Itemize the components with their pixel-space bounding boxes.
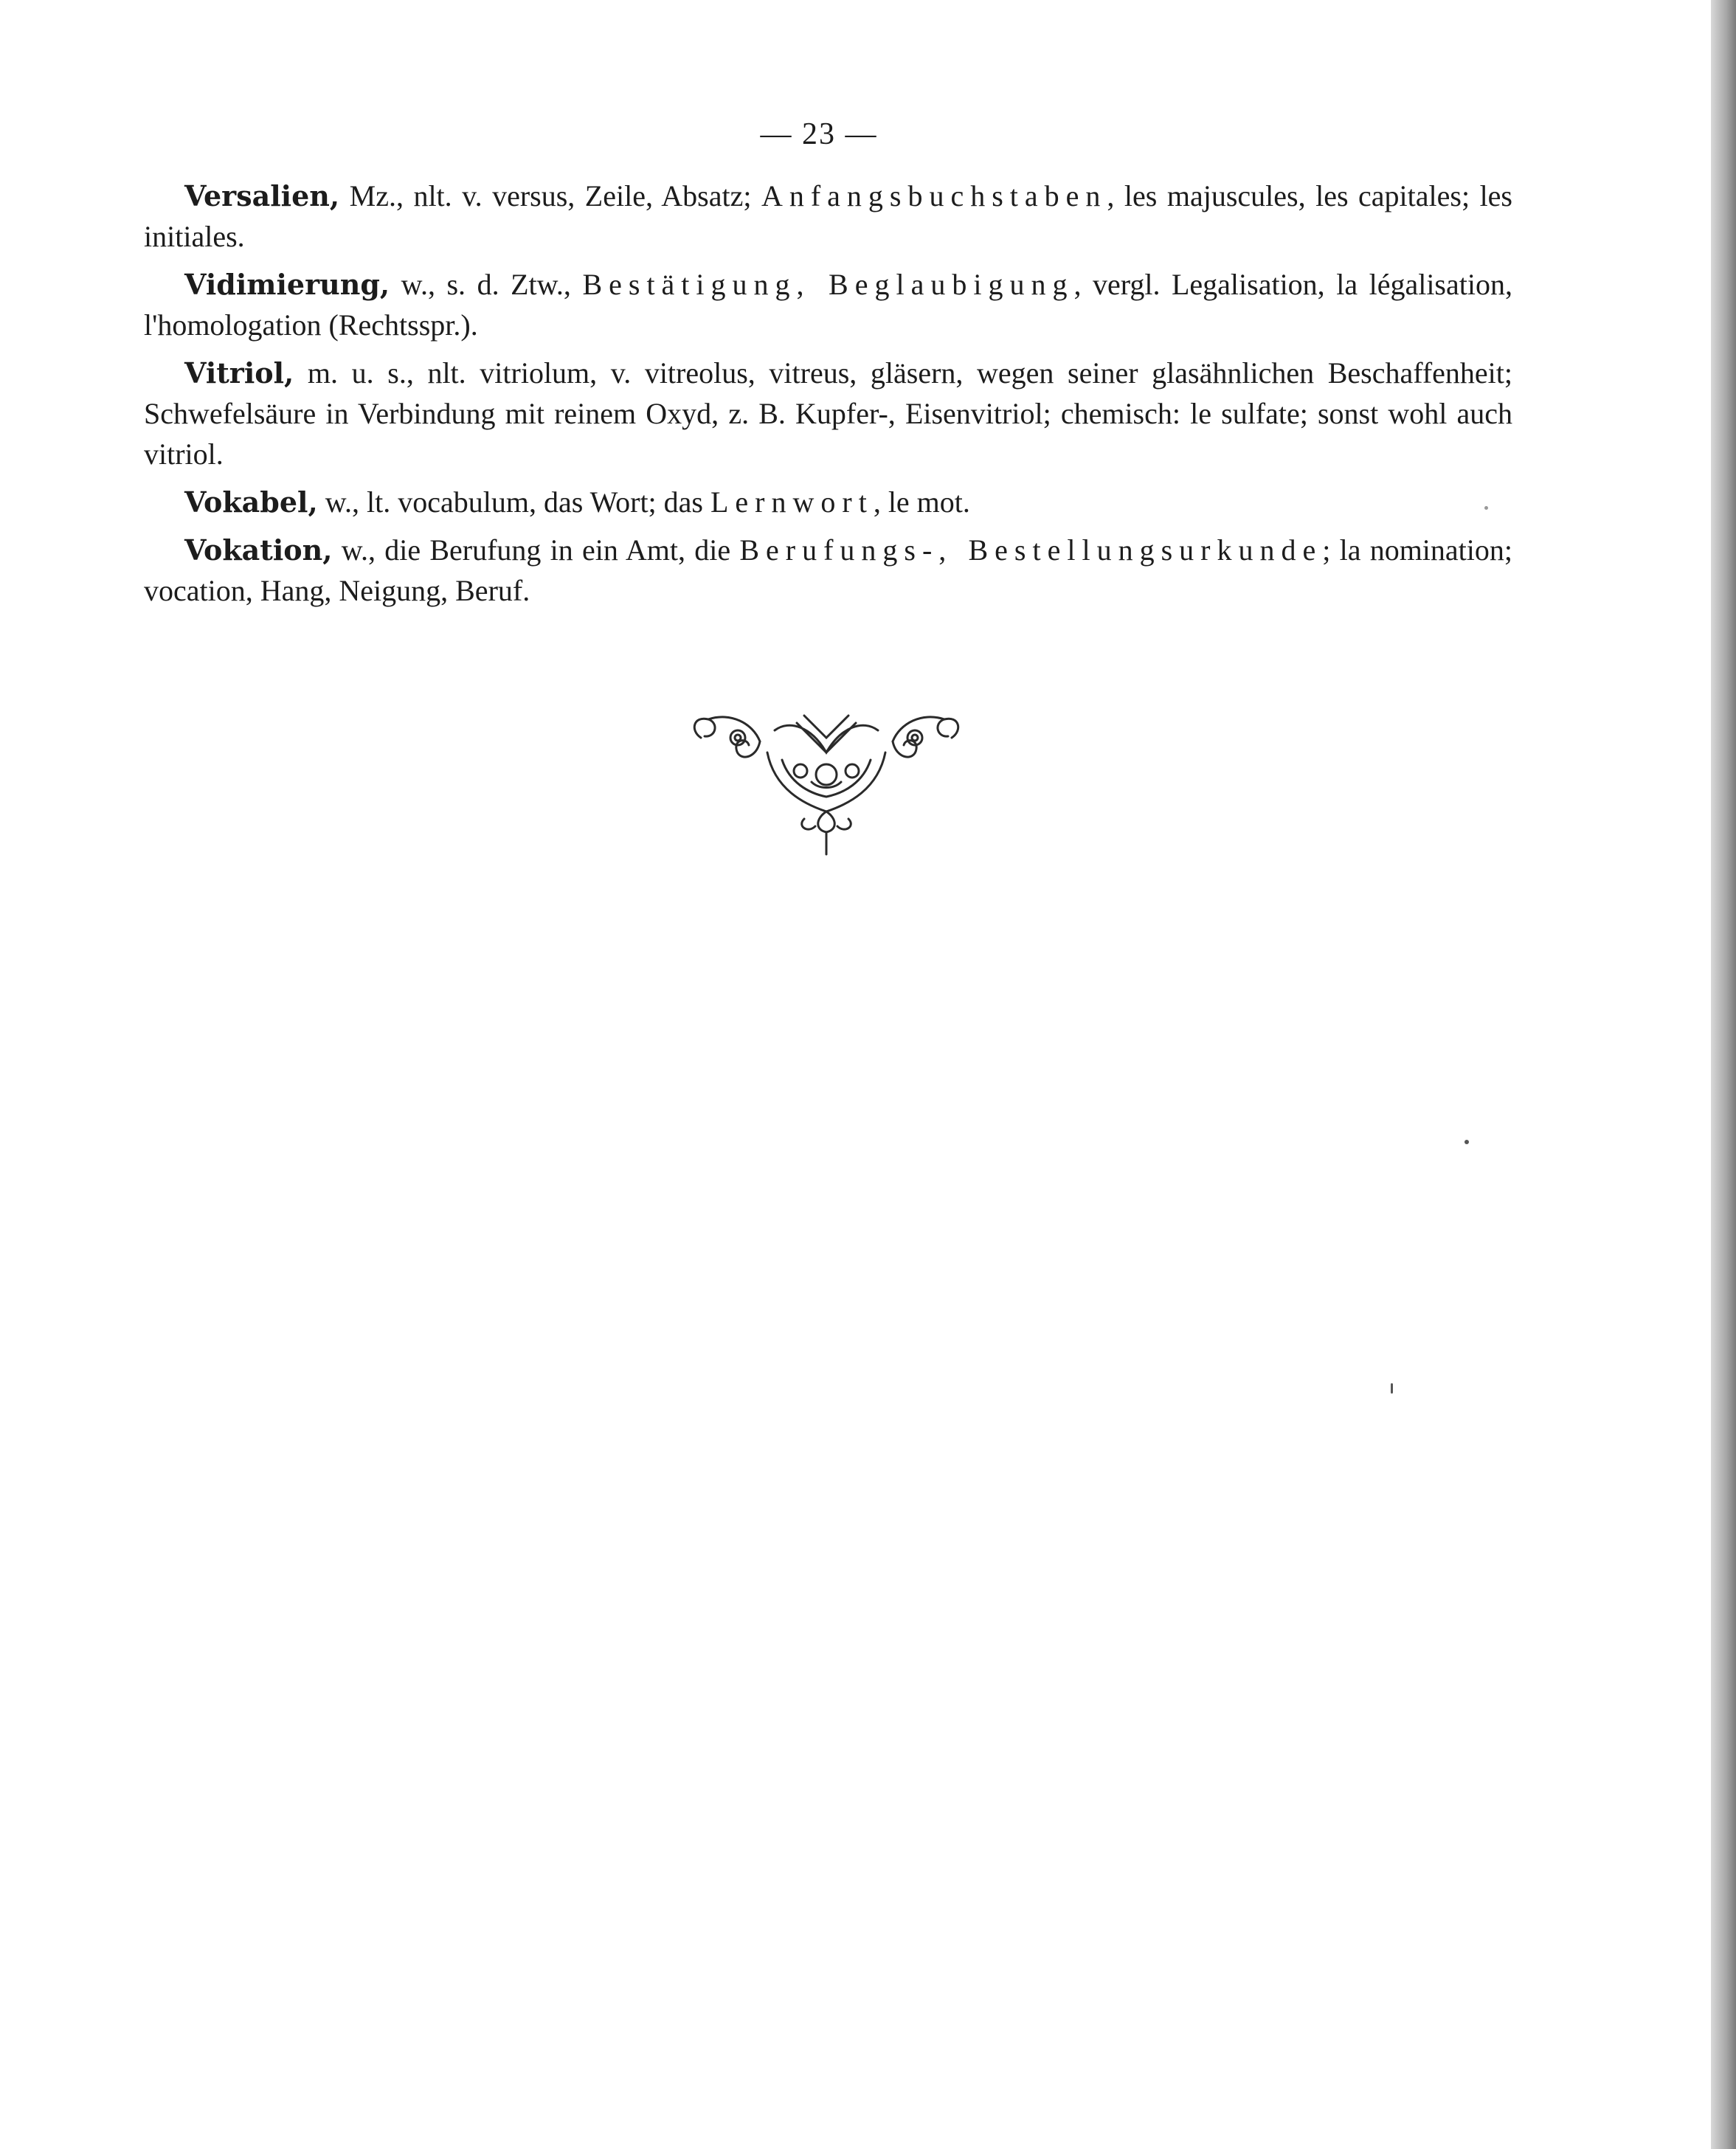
dictionary-entry (144, 482, 1512, 522)
entry-emphasis: Bestätigung, Beglaubigung (582, 268, 1074, 301)
entry-emphasis: Berufungs-, Bestellungsurkunde (739, 533, 1323, 567)
entry-headword: Versalien, (184, 179, 340, 212)
entry-definition: ; la nomination; vocation, Hang, Neigung, Beruf. (144, 533, 1513, 607)
entry-grammar: m. u. s., nlt. vitriolum, v. vitreolus, vitreus, gläsern, wegen seiner glasähnlichen Beschaffenheit; Schwefelsäure in Verbindung mit reinem Oxyd, z. B. Kupfer-, Eisenvitriol; chemisch: le sulfate; sonst wohl auch vitriol. (144, 356, 1512, 471)
entry-grammar: w., lt. vocabulum, das Wort; das (317, 485, 710, 519)
entry-grammar: Mz., nlt. v. versus, Zeile, Absatz; (339, 179, 761, 212)
page-number: — 23 — (760, 117, 878, 151)
dictionary-entry (144, 530, 1512, 611)
entry-definition: , les majuscules, les capitales; les initiales. (144, 179, 1512, 253)
dictionary-entries (144, 176, 1512, 618)
paper-speck (1464, 1140, 1469, 1144)
entry-definition: , vergl. Legalisation, la légalisation, l'homologation (Rechtsspr.). (144, 268, 1512, 342)
entry-headword: Vitriol, (184, 356, 294, 390)
entry-definition: , le mot. (873, 485, 970, 519)
entry-grammar: w., die Berufung in ein Amt, die (332, 533, 740, 567)
paper-speck (1484, 506, 1488, 510)
paper-speck (1391, 1383, 1393, 1394)
entry-emphasis: Anfangsbuchstaben (761, 179, 1107, 212)
dictionary-entry (144, 353, 1512, 474)
dictionary-entry (144, 264, 1512, 345)
entry-headword: Vokabel, (184, 485, 318, 519)
entry-grammar: w., s. d. Ztw., (390, 268, 583, 301)
page-edge-shadow (1711, 0, 1736, 2149)
entry-emphasis: Lernwort (710, 485, 874, 519)
entry-headword: Vidimierung, (184, 268, 390, 301)
entry-headword: Vokation, (184, 533, 333, 567)
fleuron-ornament-icon (686, 708, 966, 856)
dictionary-entry (144, 176, 1512, 257)
